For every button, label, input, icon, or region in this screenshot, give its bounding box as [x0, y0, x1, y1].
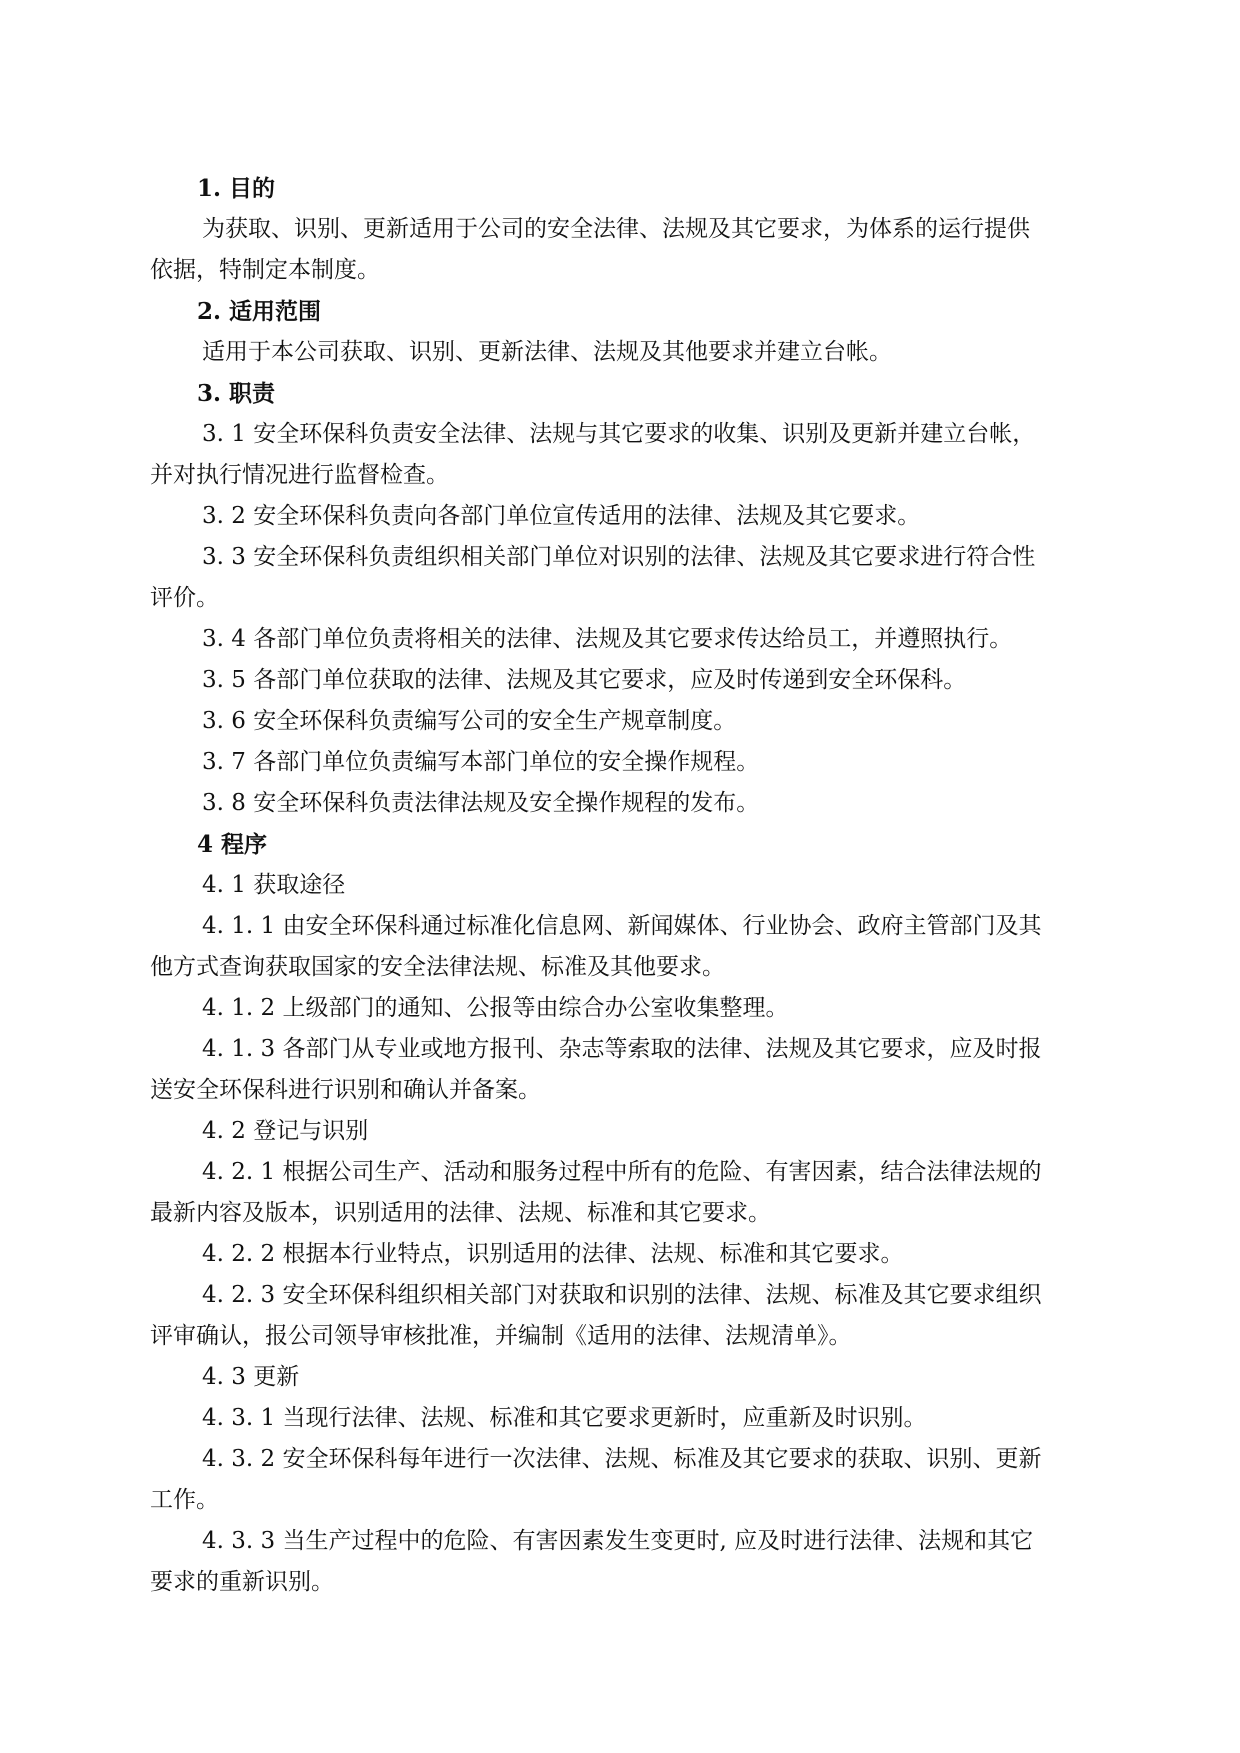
paragraph-line: 4. 2 登记与识别	[202, 1118, 369, 1144]
section-heading: 3. 职责	[197, 380, 276, 407]
paragraph-line: 4. 3. 2 安全环保科每年进行一次法律、法规、标准及其它要求的获取、识别、更新	[202, 1446, 1042, 1472]
paragraph-line: 最新内容及版本，识别适用的法律、法规、标准和其它要求。	[150, 1200, 771, 1226]
paragraph-line: 适用于本公司获取、识别、更新法律、法规及其他要求并建立台帐。	[202, 339, 892, 365]
section-heading: 4 程序	[197, 831, 268, 858]
paragraph-line: 4. 2. 3 安全环保科组织相关部门对获取和识别的法律、法规、标准及其它要求组织	[202, 1282, 1042, 1308]
paragraph-line: 为获取、识别、更新适用于公司的安全法律、法规及其它要求，为体系的运行提供	[202, 216, 1030, 242]
document-page	[150, 168, 1120, 1603]
paragraph-line: 4. 3. 1 当现行法律、法规、标准和其它要求更新时，应重新及时识别。	[202, 1405, 927, 1431]
paragraph-line: 3. 7 各部门单位负责编写本部门单位的安全操作规程。	[202, 749, 760, 775]
paragraph-line: 并对执行情况进行监督检查。	[150, 462, 449, 488]
paragraph-line: 4. 1. 1 由安全环保科通过标准化信息网、新闻媒体、行业协会、政府主管部门及其	[202, 913, 1042, 939]
paragraph-line: 3. 8 安全环保科负责法律法规及安全操作规程的发布。	[202, 790, 760, 816]
paragraph-line: 工作。	[150, 1487, 219, 1513]
paragraph-line: 4. 1. 2 上级部门的通知、公报等由综合办公室收集整理。	[202, 995, 789, 1021]
paragraph-line: 3. 3 安全环保科负责组织相关部门单位对识别的法律、法规及其它要求进行符合性	[202, 544, 1036, 570]
paragraph-line: 4. 3. 3 当生产过程中的危险、有害因素发生变更时, 应及时进行法律、法规和其它	[202, 1528, 1034, 1554]
section-heading: 1. 目的	[197, 175, 276, 202]
paragraph-line: 送安全环保科进行识别和确认并备案。	[150, 1077, 541, 1103]
paragraph-line: 3. 1 安全环保科负责安全法律、法规与其它要求的收集、识别及更新并建立台帐，	[202, 421, 1036, 447]
paragraph-line: 评审确认，报公司领导审核批准，并编制《适用的法律、法规清单》。	[150, 1323, 852, 1349]
paragraph-line: 他方式查询获取国家的安全法律法规、标准及其他要求。	[150, 954, 725, 980]
section-heading: 2. 适用范围	[197, 298, 322, 325]
document-body	[150, 168, 1120, 1603]
paragraph-line: 评价。	[150, 585, 219, 611]
paragraph-line: 4. 2. 1 根据公司生产、活动和服务过程中所有的危险、有害因素，结合法律法规的	[202, 1159, 1042, 1185]
paragraph-line: 3. 2 安全环保科负责向各部门单位宣传适用的法律、法规及其它要求。	[202, 503, 921, 529]
paragraph-line: 依据，特制定本制度。	[150, 257, 380, 283]
paragraph-line: 要求的重新识别。	[150, 1569, 334, 1595]
paragraph-line: 4. 1. 3 各部门从专业或地方报刊、杂志等索取的法律、法规及其它要求，应及时报	[202, 1036, 1042, 1062]
paragraph-line: 3. 4 各部门单位负责将相关的法律、法规及其它要求传达给员工，并遵照执行。	[202, 626, 1013, 652]
paragraph-line: 3. 5 各部门单位获取的法律、法规及其它要求，应及时传递到安全环保科。	[202, 667, 967, 693]
paragraph-line: 4. 1 获取途径	[202, 872, 346, 898]
paragraph-line: 4. 3 更新	[202, 1364, 300, 1390]
paragraph-line: 3. 6 安全环保科负责编写公司的安全生产规章制度。	[202, 708, 737, 734]
paragraph-line: 4. 2. 2 根据本行业特点，识别适用的法律、法规、标准和其它要求。	[202, 1241, 904, 1267]
